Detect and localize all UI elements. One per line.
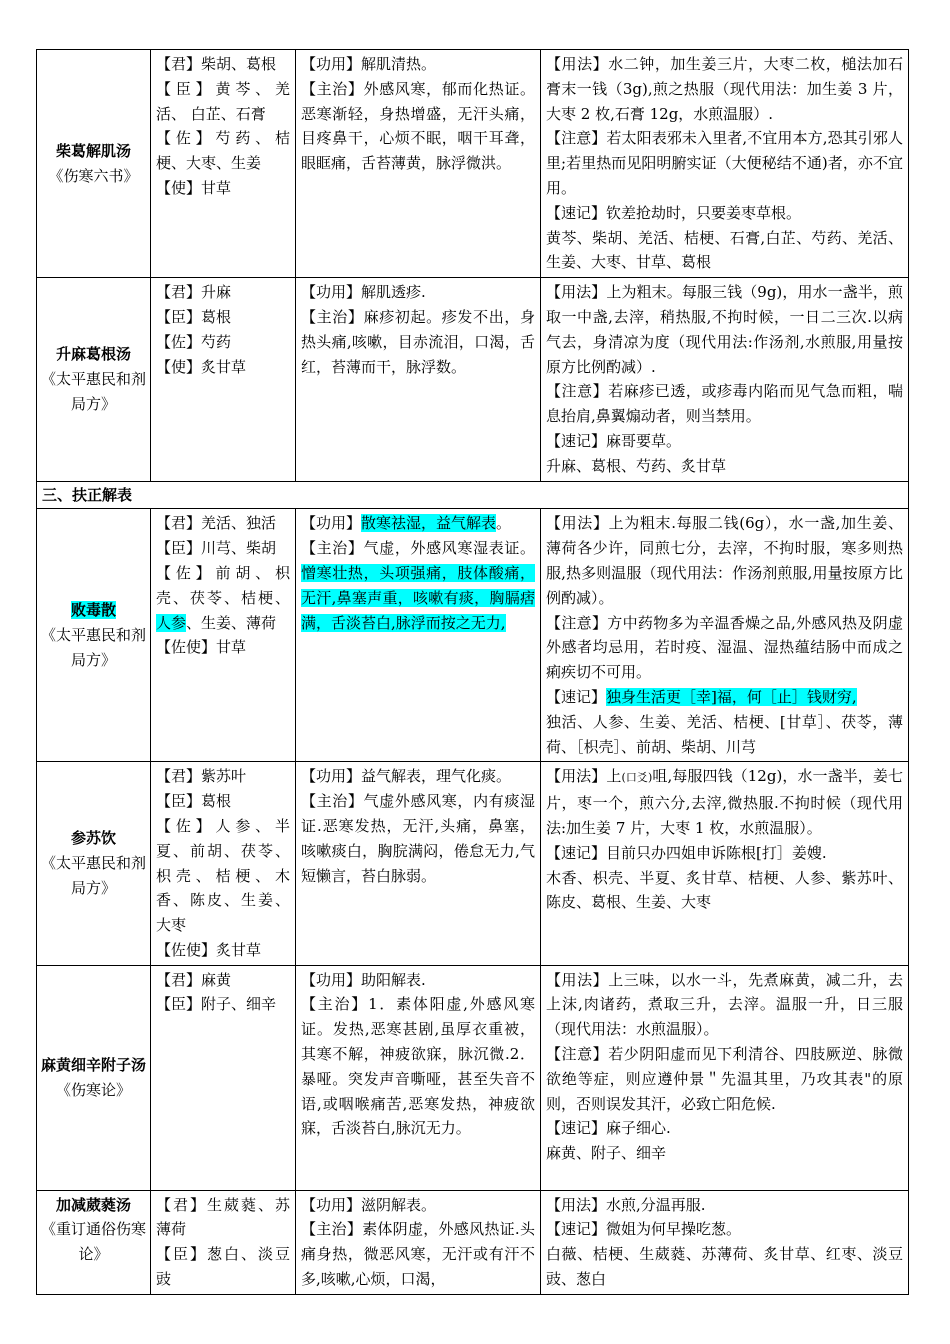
formula-source: 《太平惠民和剂局方》 — [40, 369, 146, 413]
function-cell — [296, 1190, 541, 1294]
gongyong: 【功用】助阳解表. — [301, 970, 426, 989]
function-cell — [296, 278, 541, 481]
formula-name-cell — [37, 762, 151, 965]
suji-herbs: 麻黄、附子、细辛 — [546, 1144, 667, 1163]
role-line: 【臣】川芎、柴胡 — [156, 539, 277, 558]
formula-source: 《太平惠民和剂局方》 — [40, 854, 146, 897]
role-line: 【佐使】炙甘草 — [156, 940, 262, 959]
yongfa: 【用法】上三味，以水一斗，先煮麻黄，减二升，去上沫,肉诸药，煮取三升，去滓。温服一升，日三服（现代用法：水煎温服）。 — [546, 970, 903, 1039]
yongfa: 【用法】水煎,分温再服. — [546, 1195, 706, 1214]
suji: 【速记】钦差抢劫时，只要姜枣草根。 — [546, 203, 802, 222]
zhuzhi: 【主治】气虚，外感风寒湿表证。憎寒壮热，头项强痛，肢体酸痛，无汗,鼻塞声重，咳嗽有痰，胸膈痞满，舌淡苔白,脉浮而按之无力, — [301, 539, 535, 632]
composition-cell — [151, 509, 296, 762]
yongfa: 【用法】上为粗末.每服二钱(6g），水一盏,加生姜、薄荷各少许，同煎七分，去滓，不拘时服，寒多则热服,热多则温服（现代用法：作汤剂煎服,用量按原方比例酌减）。 — [546, 514, 903, 607]
gongyong: 【功用】解肌清热。 — [301, 55, 437, 73]
formula-source: 《伤寒论》 — [55, 1080, 131, 1099]
usage-cell — [541, 762, 909, 965]
function-cell — [296, 965, 541, 1190]
suji-herbs: 木香、枳壳、半夏、炙甘草、桔梗、人参、紫苏叶、陈皮、葛根、生姜、大枣 — [546, 868, 903, 912]
role-line: 【臣】葛根 — [156, 307, 232, 326]
usage-cell — [541, 1190, 909, 1294]
zhuyi: 【注意】若太阳表邪未入里者,不宜用本方,恐其引邪人里;若里热而见阳明腑实证（大便秘结不通)者，亦不宜用。 — [546, 129, 903, 197]
formula-source: 《太平惠民和剂局方》 — [40, 625, 146, 669]
role-line: 【使】甘草 — [156, 178, 232, 197]
role-line: 【君】麻黄 — [156, 970, 232, 989]
role-line: 【君】羌活、独活 — [156, 514, 277, 533]
table-row — [37, 278, 909, 481]
section-row — [37, 481, 909, 509]
function-cell — [296, 762, 541, 965]
composition-cell — [151, 762, 296, 965]
suji-herbs: 黄芩、柴胡、羌活、桔梗、石膏,白芷、芍药、羌活、生姜、大枣、甘草、葛根 — [546, 228, 903, 272]
formula-name-cell — [37, 50, 151, 278]
role-line: 【臣】葛根 — [156, 792, 232, 811]
formula-name-cell — [37, 965, 151, 1190]
yongfa: 【用法】上为粗末。每服三钱（9g)，用水一盏半，煎取一中盏,去滓，稍热服,不拘时候，一日二三次.以病气去，身清凉为度（现代用法:作汤剂,水煎服,用量按原方比例酌减）. — [546, 283, 903, 376]
zhuyi: 【注意】若麻疹已透，或疹毒内陷而见气急而粗，喘息抬肩,鼻翼煽动者，则当禁用。 — [546, 382, 903, 426]
formula-name: 败毒散 — [70, 601, 116, 620]
suji: 【速记】微姐为何早操吃葱。 — [546, 1220, 742, 1239]
formula-name: 升麻葛根汤 — [55, 345, 131, 364]
zhuzhi: 【主治】1．素体阳虚,外感风寒证。发热,恶寒甚剧,虽厚衣重被，其寒不解，神疲欲寐，脉沉微.2． 暴哑。突发声音嘶哑，甚至失音不语,或咽喉痛苦,恶寒发热，神疲欲寐，舌淡苔白,脉沉无力。 — [301, 995, 535, 1138]
formula-name-cell — [37, 1190, 151, 1294]
zhuzhi: 【主治】麻疹初起。疹发不出，身热头痛,咳嗽，目赤流泪，口渴，舌红，苔薄而干，脉浮数。 — [301, 307, 535, 376]
role-line: 【臣】黄芩、羌活、 白芷、石膏 — [156, 79, 290, 123]
role-line: 【佐】人参、半夏、前胡、茯苓、枳壳、桔梗、木香、陈皮、生姜、大枣 — [156, 816, 290, 935]
formula-name: 加减葳蕤汤 — [55, 1195, 131, 1214]
suji-herbs: 白薇、桔梗、生葳蕤、苏薄荷、炙甘草、红枣、淡豆豉、葱白 — [546, 1245, 903, 1289]
composition-cell — [151, 278, 296, 481]
role-line: 【佐】芍药 — [156, 332, 232, 351]
gongyong: 【功用】滋阴解表。 — [301, 1195, 437, 1214]
suji-herbs: 升麻、葛根、芍药、炙甘草 — [546, 456, 727, 475]
role-line: 【君】升麻 — [156, 283, 232, 302]
gongyong: 【功用】益气解表，理气化痰。 — [301, 767, 512, 786]
formula-name-cell — [37, 509, 151, 762]
composition-cell — [151, 965, 296, 1190]
table-row — [37, 509, 909, 762]
role-line: 【君】生葳蕤、苏薄荷 — [156, 1195, 290, 1239]
formula-source: 《重订通俗伤寒论》 — [40, 1220, 146, 1264]
suji: 【速记】独身生活更［幸]福，何［止］钱财穷, — [546, 687, 857, 706]
table-row — [37, 1190, 909, 1294]
gongyong: 【功用】散寒祛湿，益气解表。 — [301, 514, 512, 533]
function-cell — [296, 509, 541, 762]
role-line: 【使】炙甘草 — [156, 357, 247, 376]
role-line: 【佐】芍药、桔梗、大枣、生姜 — [156, 129, 290, 173]
zhuyi: 【注意】若少阴阳虚而见下利清谷、四肢厥逆、脉微欲绝等症，则应遵仲景＂先温其里，乃攻其表"的原则，否则误发其汗，必致亡阳危候. — [546, 1045, 903, 1113]
suji: 【速记】麻哥要草。 — [546, 431, 682, 450]
formula-source: 《伤寒六书》 — [48, 166, 139, 185]
role-line: 【佐】前胡、枳壳、茯苓、桔梗、人参、生姜、薄荷 — [156, 563, 290, 632]
formula-name: 柴葛解肌汤 — [55, 141, 131, 160]
role-line: 【佐使】甘草 — [156, 638, 247, 657]
role-line: 【君】紫苏叶 — [156, 767, 247, 786]
section-title: 三、扶正解表 — [37, 481, 909, 509]
suji: 【速记】麻子细心. — [546, 1119, 671, 1138]
usage-cell — [541, 965, 909, 1190]
table-row — [37, 50, 909, 278]
gongyong: 【功用】解肌透疹. — [301, 283, 426, 302]
composition-cell — [151, 1190, 296, 1294]
zhuzhi: 【主治】外感风寒，郁而化热证。恶寒渐轻，身热增盛，无汗头痛，目疼鼻干，心烦不眠，咽干耳聋，眼眶痛，舌苔薄黄，脉浮微洪。 — [301, 79, 535, 173]
usage-cell — [541, 509, 909, 762]
zhuzhi: 【主治】素体阴虚，外感风热证.头痛身热，微恶风寒，无汗或有汗不多,咳嗽,心烦，口渴， — [301, 1220, 535, 1289]
formula-name: 麻黄细辛附子汤 — [40, 1055, 146, 1074]
formula-name-cell — [37, 278, 151, 481]
zhuzhi: 【主治】气虚外感风寒，内有痰湿证.恶寒发热，无汗,头痛，鼻塞，咳嗽痰白，胸脘满闷，倦怠无力,气短懒言，苔白脉弱。 — [301, 792, 535, 885]
function-cell — [296, 50, 541, 278]
table-row — [37, 965, 909, 1190]
formula-name: 参苏饮 — [70, 829, 116, 848]
role-line: 【君】柴胡、葛根 — [156, 55, 277, 73]
zhuyi: 【注意】方中药物多为辛温香燥之品,外感风热及阴虚外感者均忌用，若时疫、湿温、湿热蕴结肠中而成之痢疾切不可用。 — [546, 613, 903, 682]
composition-cell — [151, 50, 296, 278]
role-line: 【臣】附子、细辛 — [156, 995, 277, 1014]
usage-cell — [541, 278, 909, 481]
yongfa: 【用法】上(口爻)咀,每服四钱（12g)，水一盏半，姜七片，枣一个，煎六分,去滓,微热服.不拘时候（现代用法:加生姜 7 片，大枣 1 枚，水煎温服）。 — [546, 767, 903, 837]
role-line: 【臣】葱白、淡豆豉 — [156, 1245, 290, 1289]
suji: 【速记】目前只办四姐申诉陈根[打］姜嫂. — [546, 843, 827, 862]
table-row — [37, 762, 909, 965]
usage-cell — [541, 50, 909, 278]
suji-herbs: 独活、人参、生姜、羌活、桔梗、[甘草］、茯苓，薄荷、［枳壳］、前胡、柴胡、川芎 — [546, 712, 903, 756]
yongfa: 【用法】水二钟，加生姜三片，大枣二枚，槌法加石膏末一钱（3g),煎之热服（现代用法：加生姜 3 片，大枣 2 枚,石膏 12g，水煎温服）. — [546, 55, 903, 123]
formula-table — [36, 49, 909, 1295]
